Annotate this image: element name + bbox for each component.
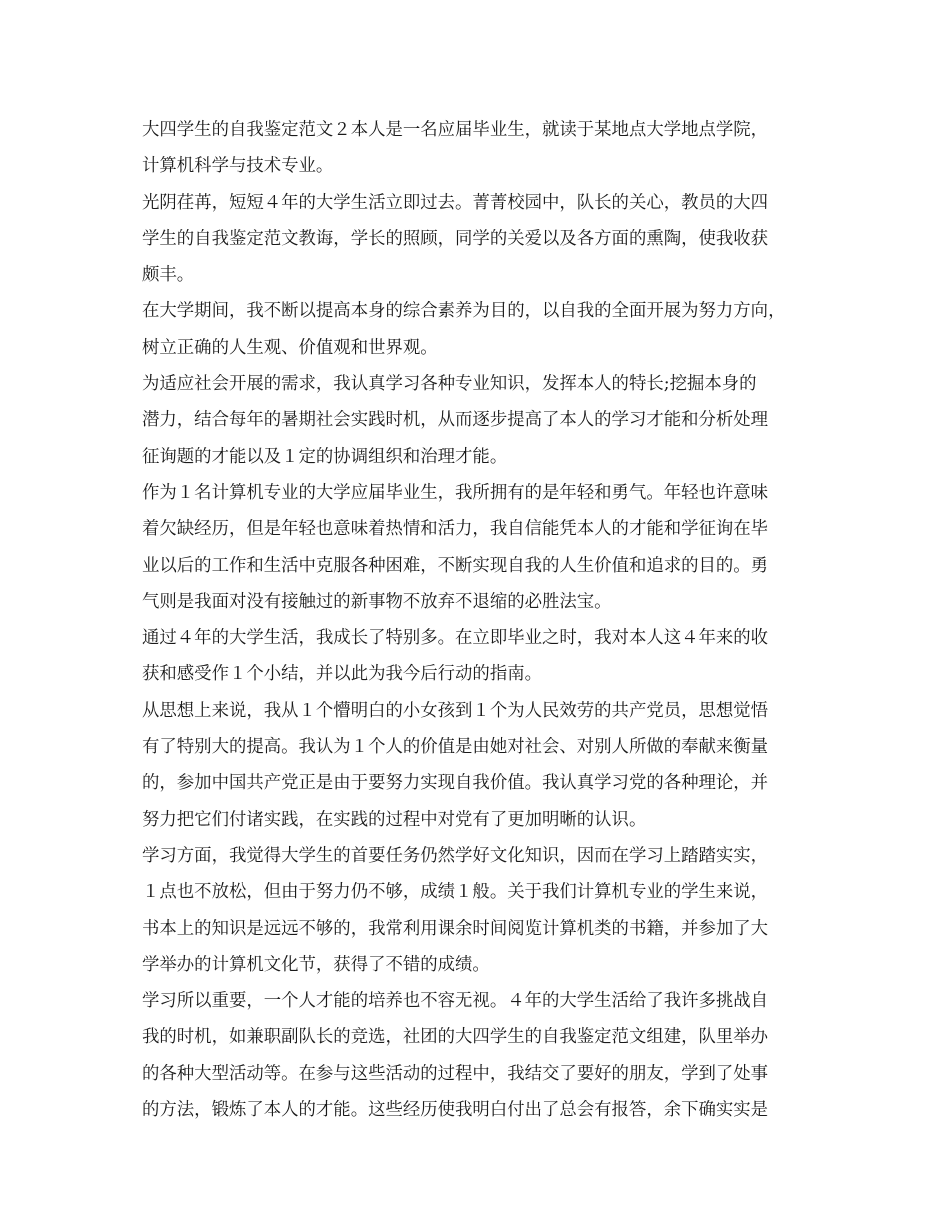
text-line: 的各种大型活动等。在参与这些活动的过程中，我结交了要好的朋友，学到了处事 [142,1063,769,1084]
text-line: 征询题的才能以及１定的协调组织和治理才能。 [142,446,508,467]
text-line: 的方法，锻炼了本人的才能。这些经历使我明白付出了总会有报答，余下确实实是 [142,1100,769,1121]
text-line: 计算机科学与技术专业。 [142,156,334,177]
text-line: 学习所以重要，一个人才能的培养也不容无视。４年的大学生活给了我许多挑战自 [142,991,769,1012]
text-line: 树立正确的人生观、价值观和世界观。 [142,337,438,358]
text-line: 通过４年的大学生活，我成长了特别多。在立即毕业之时，我对本人这４年来的收 [142,628,769,649]
text-line: 颇丰。 [142,265,195,286]
text-line: 学习方面，我觉得大学生的首要任务仍然学好文化知识，因而在学习上踏踏实实， [142,845,769,866]
text-line: 作为１名计算机专业的大学应届毕业生，我所拥有的是年轻和勇气。年轻也许意味 [142,482,769,503]
text-line: 书本上的知识是远远不够的，我常利用课余时间阅览计算机类的书籍，并参加了大 [142,918,769,939]
text-line: 着欠缺经历，但是年轻也意味着热情和活力，我自信能凭本人的才能和学征询在毕 [142,519,769,540]
text-line: 在大学期间，我不断以提高本身的综合素养为目的，以自我的全面开展为努力方向， [142,301,786,322]
text-line: 为适应社会开展的需求，我认真学习各种专业知识，发挥本人的特长;挖掘本身的 [142,374,757,395]
text-line: 从思想上来说，我从１个懵明白的小女孩到１个为人民效劳的共产党员，思想觉悟 [142,700,769,721]
text-line: 的，参加中国共产党正是由于要努力实现自我价值。我认真学习党的各种理论，并 [142,773,769,794]
text-line: 气则是我面对没有接触过的新事物不放弃不退缩的必胜法宝。 [142,591,612,612]
text-line: 业以后的工作和生活中克服各种困难，不断实现自我的人生价值和追求的目的。勇 [142,555,769,576]
text-line: 光阴荏苒，短短４年的大学生活立即过去。菁菁校园中，队长的关心，教员的大四 [142,192,769,213]
text-line: 学举办的计算机文化节，获得了不错的成绩。 [142,954,490,975]
text-line: 学生的自我鉴定范文教诲，学长的照顾，同学的关爱以及各方面的熏陶，使我收获 [142,228,769,249]
text-line: 我的时机，如兼职副队长的竞选，社团的大四学生的自我鉴定范文组建，队里举办 [142,1027,769,1048]
text-line: 获和感受作１个小结，并以此为我今后行动的指南。 [142,664,542,685]
document-body [142,112,808,1128]
text-line: 努力把它们付诸实践，在实践的过程中对党有了更加明晰的认识。 [142,809,647,830]
text-line: 潜力，结合每年的暑期社会实践时机，从而逐步提高了本人的学习才能和分析处理 [142,410,769,431]
text-line: 大四学生的自我鉴定范文２本人是一名应届毕业生，就读于某地点大学地点学院， [142,120,769,140]
text-line: １点也不放松，但由于努力仍不够，成绩１般。关于我们计算机专业的学生来说， [142,882,769,903]
text-line: 有了特别大的提高。我认为１个人的价值是由她对社会、对别人所做的奉献来衡量 [142,737,769,758]
